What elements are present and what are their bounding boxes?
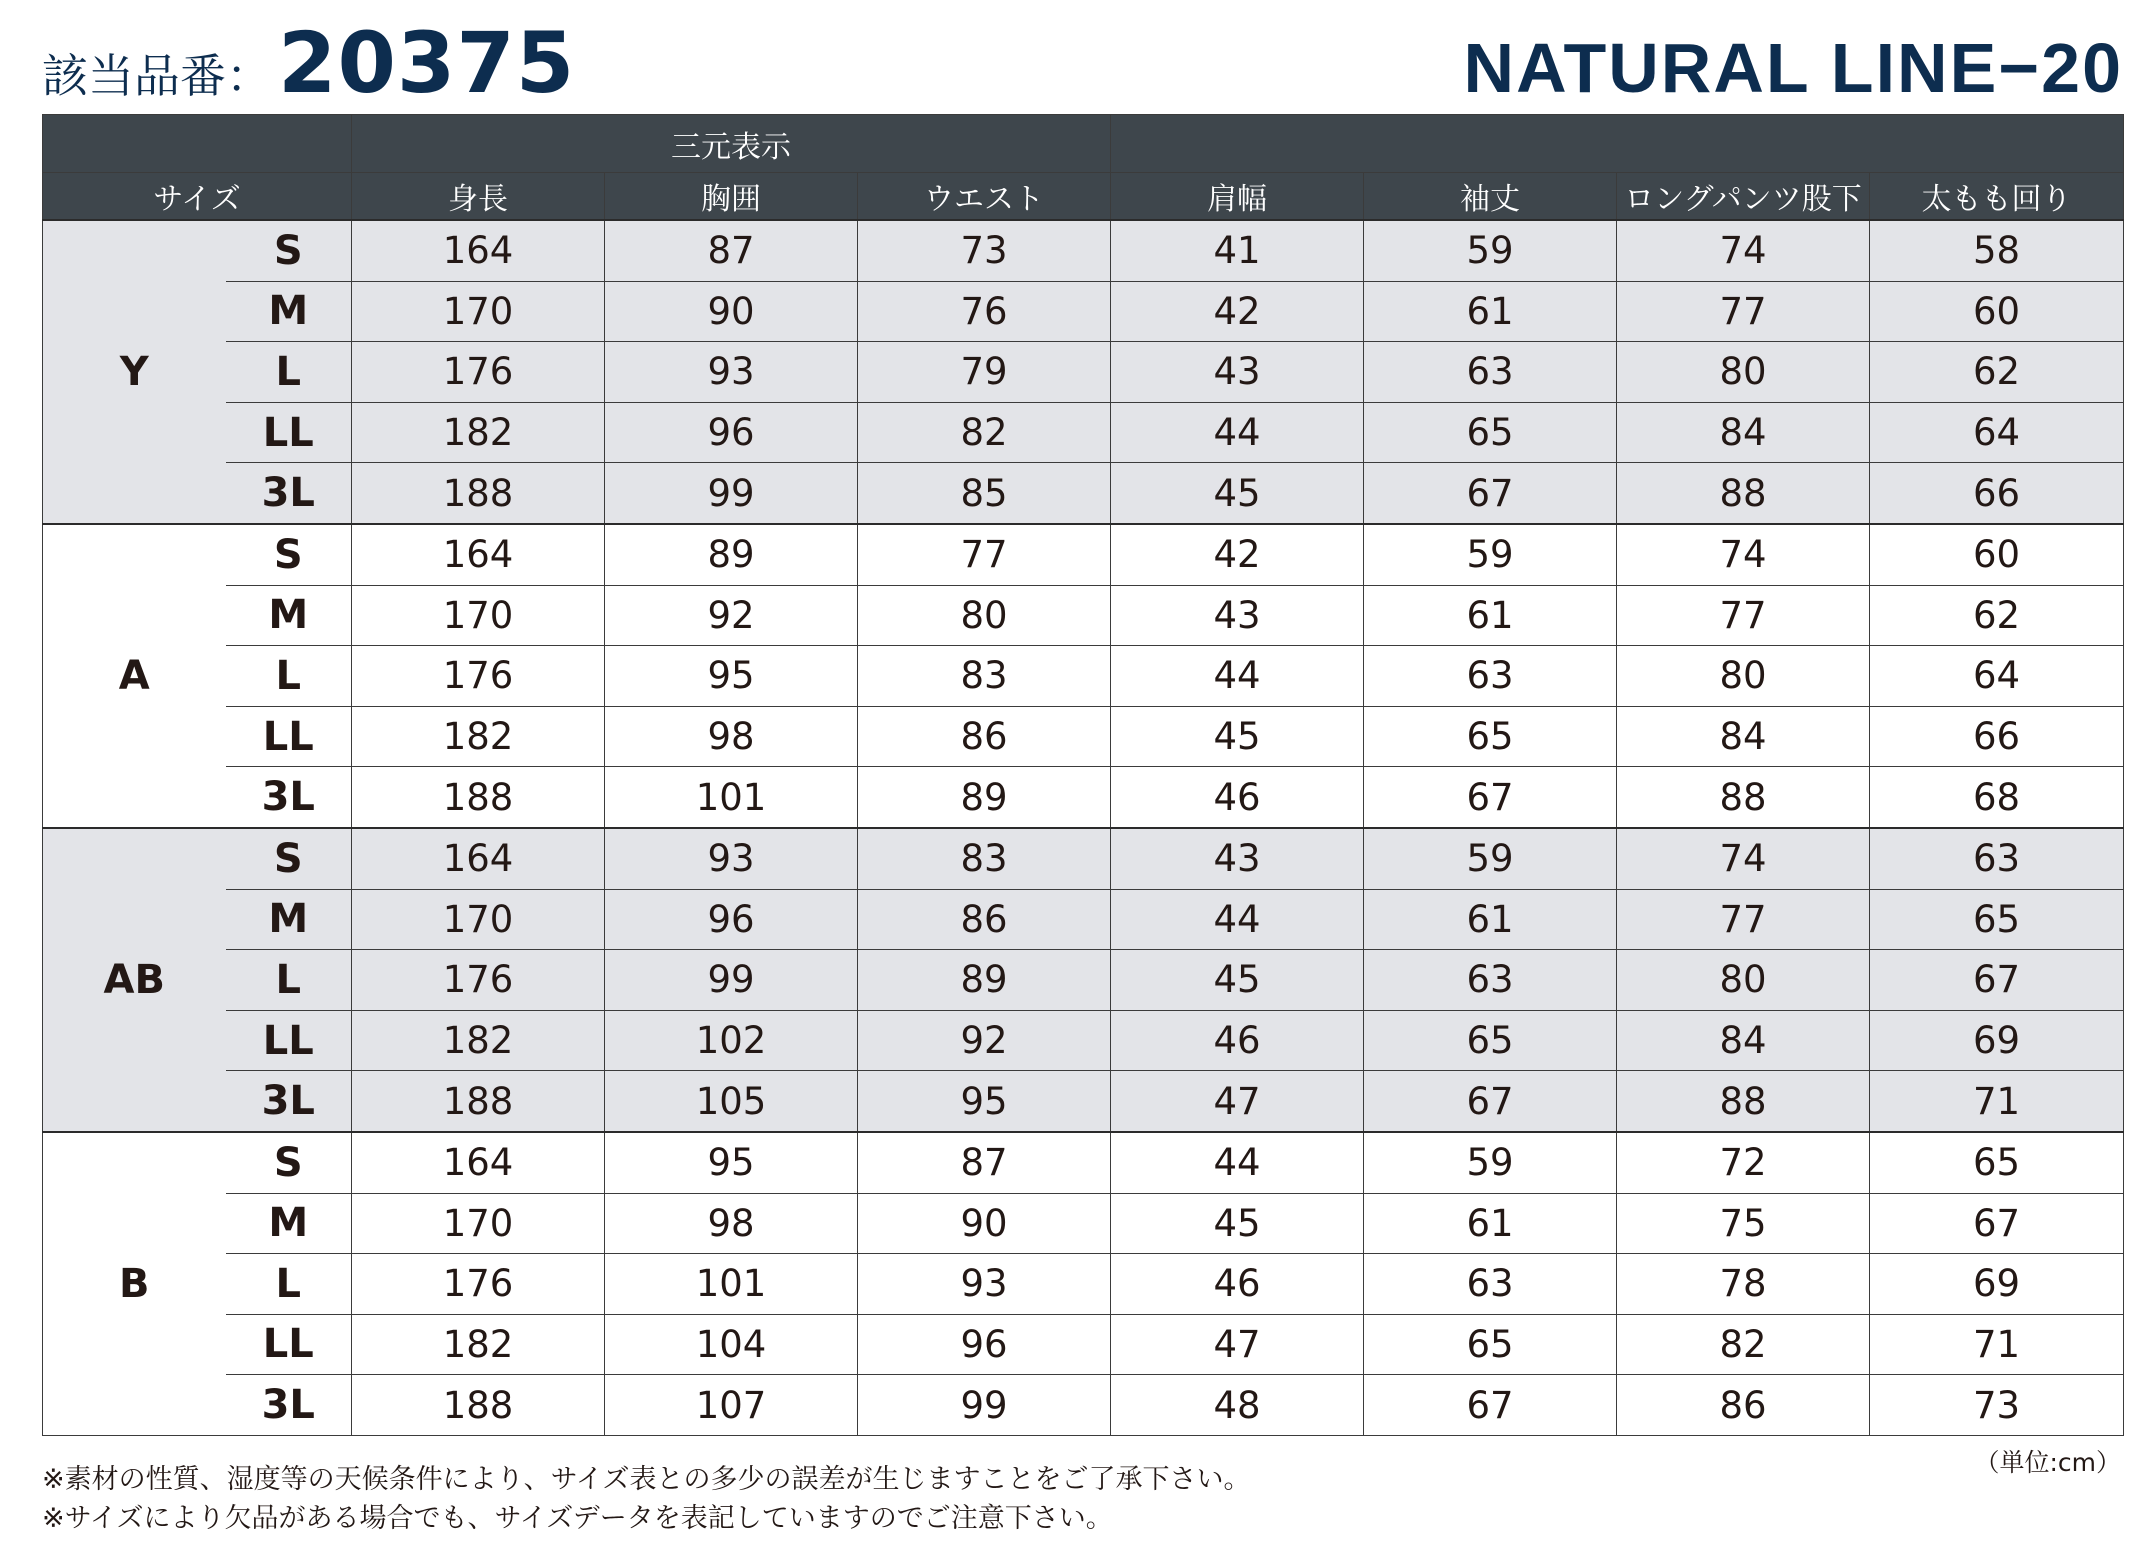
height-value: 176 [352, 950, 605, 1011]
chest-value: 98 [605, 1193, 858, 1254]
body-type-label: Y [43, 220, 226, 524]
height-value: 170 [352, 281, 605, 342]
size-label: M [226, 585, 352, 646]
column-header-waist: ウエスト [858, 173, 1111, 221]
thigh-value: 58 [1870, 220, 2124, 281]
part-label: 該当品番： [42, 49, 272, 103]
thigh-value: 62 [1870, 342, 2124, 403]
column-header-sleeve: 袖丈 [1364, 173, 1617, 221]
body-type-label: B [43, 1132, 226, 1435]
size-label: LL [226, 706, 352, 767]
thigh-value: 71 [1870, 1071, 2124, 1132]
chest-value: 104 [605, 1314, 858, 1375]
height-value: 170 [352, 889, 605, 950]
sleeve-value: 61 [1364, 585, 1617, 646]
thigh-value: 66 [1870, 463, 2124, 524]
size-label: 3L [226, 1375, 352, 1436]
body-type-label: AB [43, 828, 226, 1132]
sleeve-value: 61 [1364, 1193, 1617, 1254]
shoulder-value: 44 [1111, 646, 1364, 707]
header-blank-cell [43, 115, 352, 173]
table-row [43, 1132, 2124, 1193]
thigh-value: 64 [1870, 402, 2124, 463]
thigh-value: 62 [1870, 585, 2124, 646]
unit-label: （単位:cm） [1974, 1448, 2121, 1477]
inseam-value: 80 [1617, 950, 1870, 1011]
shoulder-value: 47 [1111, 1071, 1364, 1132]
shoulder-value: 46 [1111, 1254, 1364, 1315]
part-number-heading [42, 14, 575, 114]
chest-value: 93 [605, 342, 858, 403]
thigh-value: 66 [1870, 706, 2124, 767]
shoulder-value: 44 [1111, 1132, 1364, 1193]
shoulder-value: 47 [1111, 1314, 1364, 1375]
note-line-2: ※サイズにより欠品がある場合でも、サイズデータを表記していますのでご注意下さい。 [42, 1503, 1113, 1534]
sleeve-value: 59 [1364, 524, 1617, 585]
chest-value: 93 [605, 828, 858, 889]
waist-value: 80 [858, 585, 1111, 646]
series-title: NATURAL LINE−20 [1463, 29, 2123, 107]
chest-value: 90 [605, 281, 858, 342]
sleeve-value: 65 [1364, 402, 1617, 463]
part-number: 20375 [278, 14, 576, 112]
thigh-value: 63 [1870, 828, 2124, 889]
thigh-value: 65 [1870, 1132, 2124, 1193]
table-row [43, 1193, 2124, 1254]
height-value: 164 [352, 220, 605, 281]
size-label: 3L [226, 1071, 352, 1132]
shoulder-value: 45 [1111, 950, 1364, 1011]
waist-value: 92 [858, 1010, 1111, 1071]
height-value: 170 [352, 1193, 605, 1254]
thigh-value: 71 [1870, 1314, 2124, 1375]
waist-value: 73 [858, 220, 1111, 281]
size-table-body [43, 220, 2124, 1435]
size-label: L [226, 342, 352, 403]
table-row [43, 220, 2124, 281]
shoulder-value: 44 [1111, 889, 1364, 950]
thigh-value: 69 [1870, 1254, 2124, 1315]
height-value: 182 [352, 1314, 605, 1375]
chest-value: 89 [605, 524, 858, 585]
chest-value: 102 [605, 1010, 858, 1071]
size-label: 3L [226, 463, 352, 524]
column-header-inseam: ロングパンツ股下 [1617, 173, 1870, 221]
waist-value: 86 [858, 706, 1111, 767]
height-value: 164 [352, 1132, 605, 1193]
shoulder-value: 42 [1111, 281, 1364, 342]
height-value: 188 [352, 463, 605, 524]
table-row [43, 889, 2124, 950]
inseam-value: 84 [1617, 1010, 1870, 1071]
inseam-value: 84 [1617, 706, 1870, 767]
sleeve-value: 67 [1364, 1071, 1617, 1132]
waist-value: 96 [858, 1314, 1111, 1375]
sleeve-value: 63 [1364, 1254, 1617, 1315]
header-other-group [1111, 115, 2124, 173]
table-row [43, 281, 2124, 342]
height-value: 188 [352, 767, 605, 828]
size-label: LL [226, 1314, 352, 1375]
table-row [43, 463, 2124, 524]
thigh-value: 67 [1870, 1193, 2124, 1254]
chest-value: 99 [605, 463, 858, 524]
chest-value: 105 [605, 1071, 858, 1132]
table-row [43, 1071, 2124, 1132]
height-value: 170 [352, 585, 605, 646]
thigh-value: 65 [1870, 889, 2124, 950]
inseam-value: 82 [1617, 1314, 1870, 1375]
size-label: S [226, 1132, 352, 1193]
size-label: M [226, 889, 352, 950]
shoulder-value: 45 [1111, 463, 1364, 524]
waist-value: 89 [858, 950, 1111, 1011]
height-value: 164 [352, 524, 605, 585]
table-row [43, 646, 2124, 707]
sleeve-value: 65 [1364, 1314, 1617, 1375]
shoulder-value: 46 [1111, 1010, 1364, 1071]
inseam-value: 75 [1617, 1193, 1870, 1254]
column-header-chest: 胸囲 [605, 173, 858, 221]
waist-value: 85 [858, 463, 1111, 524]
chest-value: 95 [605, 1132, 858, 1193]
waist-value: 87 [858, 1132, 1111, 1193]
waist-value: 95 [858, 1071, 1111, 1132]
table-row [43, 828, 2124, 889]
chest-value: 92 [605, 585, 858, 646]
column-header-height: 身長 [352, 173, 605, 221]
table-row [43, 767, 2124, 828]
thigh-value: 73 [1870, 1375, 2124, 1436]
sleeve-value: 65 [1364, 706, 1617, 767]
header-3d-group: 三元表示 [352, 115, 1111, 173]
waist-value: 90 [858, 1193, 1111, 1254]
body-type-label: A [43, 524, 226, 828]
thigh-value: 60 [1870, 524, 2124, 585]
table-row [43, 1254, 2124, 1315]
note-line-1: ※素材の性質、湿度等の天候条件により、サイズ表との多少の誤差が生じますことをご了承下さい。 [42, 1464, 1251, 1495]
size-label: L [226, 1254, 352, 1315]
inseam-value: 88 [1617, 463, 1870, 524]
chest-value: 96 [605, 889, 858, 950]
waist-value: 82 [858, 402, 1111, 463]
size-label: 3L [226, 767, 352, 828]
waist-value: 83 [858, 828, 1111, 889]
inseam-value: 74 [1617, 524, 1870, 585]
shoulder-value: 43 [1111, 585, 1364, 646]
shoulder-value: 44 [1111, 402, 1364, 463]
height-value: 164 [352, 828, 605, 889]
table-row [43, 524, 2124, 585]
sleeve-value: 59 [1364, 220, 1617, 281]
sleeve-value: 59 [1364, 828, 1617, 889]
size-label: S [226, 220, 352, 281]
thigh-value: 68 [1870, 767, 2124, 828]
shoulder-value: 43 [1111, 342, 1364, 403]
waist-value: 77 [858, 524, 1111, 585]
thigh-value: 67 [1870, 950, 2124, 1011]
column-header-shoulder: 肩幅 [1111, 173, 1364, 221]
size-label: M [226, 1193, 352, 1254]
thigh-value: 64 [1870, 646, 2124, 707]
inseam-value: 88 [1617, 1071, 1870, 1132]
size-label: S [226, 524, 352, 585]
inseam-value: 72 [1617, 1132, 1870, 1193]
size-table [42, 114, 2124, 1436]
height-value: 176 [352, 1254, 605, 1315]
waist-value: 76 [858, 281, 1111, 342]
chest-value: 107 [605, 1375, 858, 1436]
inseam-value: 77 [1617, 889, 1870, 950]
sleeve-value: 65 [1364, 1010, 1617, 1071]
sleeve-value: 61 [1364, 889, 1617, 950]
table-row [43, 342, 2124, 403]
waist-value: 93 [858, 1254, 1111, 1315]
chest-value: 95 [605, 646, 858, 707]
inseam-value: 78 [1617, 1254, 1870, 1315]
chest-value: 98 [605, 706, 858, 767]
height-value: 176 [352, 342, 605, 403]
inseam-value: 77 [1617, 281, 1870, 342]
waist-value: 83 [858, 646, 1111, 707]
inseam-value: 84 [1617, 402, 1870, 463]
height-value: 182 [352, 1010, 605, 1071]
sleeve-value: 67 [1364, 463, 1617, 524]
sleeve-value: 67 [1364, 767, 1617, 828]
shoulder-value: 41 [1111, 220, 1364, 281]
sleeve-value: 67 [1364, 1375, 1617, 1436]
size-label: M [226, 281, 352, 342]
inseam-value: 80 [1617, 342, 1870, 403]
shoulder-value: 45 [1111, 1193, 1364, 1254]
size-label: LL [226, 402, 352, 463]
chest-value: 96 [605, 402, 858, 463]
table-row [43, 1010, 2124, 1071]
waist-value: 99 [858, 1375, 1111, 1436]
thigh-value: 60 [1870, 281, 2124, 342]
thigh-value: 69 [1870, 1010, 2124, 1071]
table-row [43, 1314, 2124, 1375]
chest-value: 87 [605, 220, 858, 281]
chest-value: 101 [605, 1254, 858, 1315]
inseam-value: 86 [1617, 1375, 1870, 1436]
sleeve-value: 63 [1364, 342, 1617, 403]
height-value: 182 [352, 706, 605, 767]
height-value: 188 [352, 1375, 605, 1436]
size-label: L [226, 646, 352, 707]
table-row [43, 585, 2124, 646]
size-label: S [226, 828, 352, 889]
table-row [43, 706, 2124, 767]
chest-value: 101 [605, 767, 858, 828]
height-value: 176 [352, 646, 605, 707]
table-row [43, 402, 2124, 463]
shoulder-value: 46 [1111, 767, 1364, 828]
column-header-size: サイズ [43, 173, 352, 221]
sleeve-value: 63 [1364, 950, 1617, 1011]
table-row [43, 950, 2124, 1011]
inseam-value: 74 [1617, 828, 1870, 889]
chest-value: 99 [605, 950, 858, 1011]
sleeve-value: 61 [1364, 281, 1617, 342]
height-value: 188 [352, 1071, 605, 1132]
shoulder-value: 45 [1111, 706, 1364, 767]
waist-value: 89 [858, 767, 1111, 828]
inseam-value: 74 [1617, 220, 1870, 281]
waist-value: 86 [858, 889, 1111, 950]
size-label: LL [226, 1010, 352, 1071]
column-header-thigh: 太もも回り [1870, 173, 2124, 221]
waist-value: 79 [858, 342, 1111, 403]
size-label: L [226, 950, 352, 1011]
inseam-value: 80 [1617, 646, 1870, 707]
shoulder-value: 48 [1111, 1375, 1364, 1436]
shoulder-value: 43 [1111, 828, 1364, 889]
sleeve-value: 63 [1364, 646, 1617, 707]
inseam-value: 77 [1617, 585, 1870, 646]
sleeve-value: 59 [1364, 1132, 1617, 1193]
shoulder-value: 42 [1111, 524, 1364, 585]
height-value: 182 [352, 402, 605, 463]
inseam-value: 88 [1617, 767, 1870, 828]
table-row [43, 1375, 2124, 1436]
